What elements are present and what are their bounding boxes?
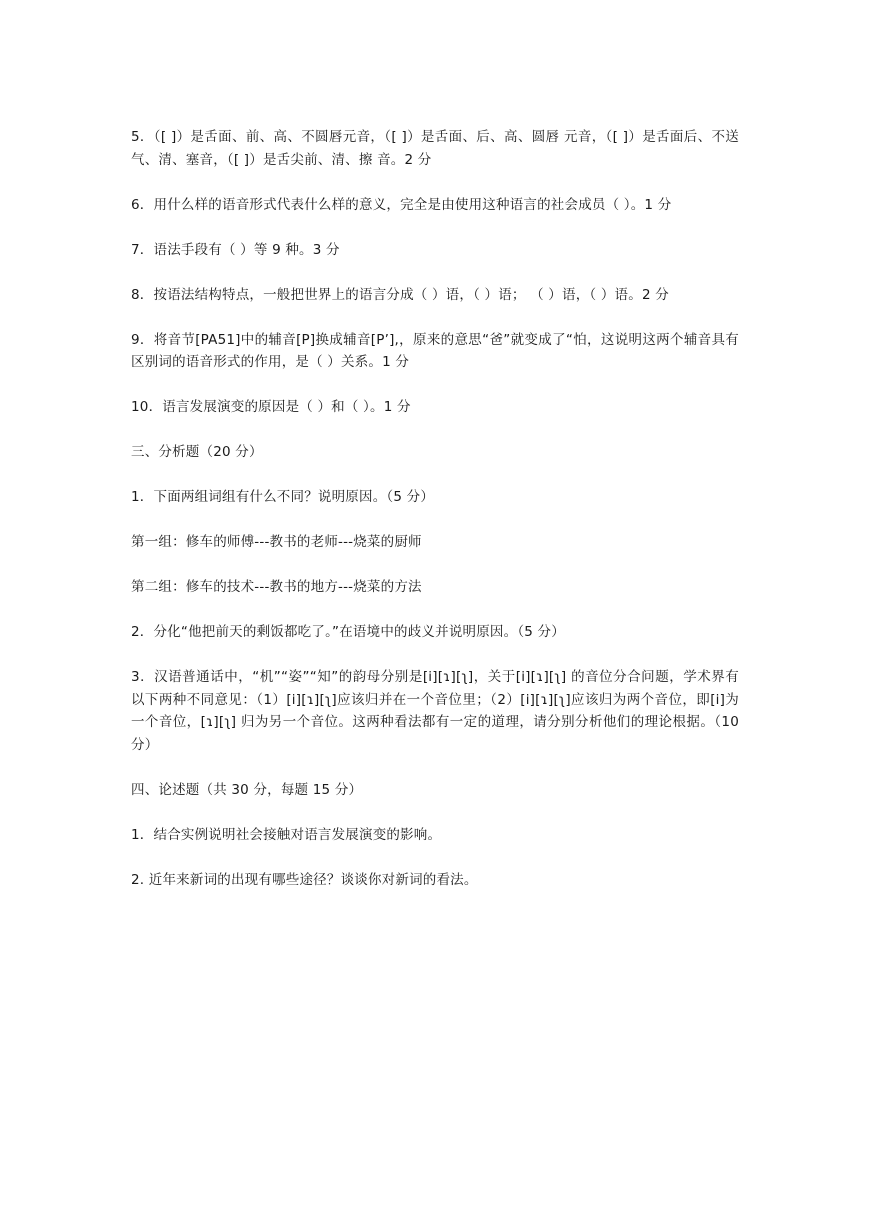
- question-7-fill-blank: 7．语法手段有（ ）等 9 种。3 分: [131, 241, 340, 258]
- analysis-question-3: 3．汉语普通话中，“机”“姿”“知”的韵母分别是[i][ɿ][ʅ]，关于[i][ɿ][ʅ] 的音位分合问题，学术界有以下两种不同意见：（1）[i][ɿ][ʅ]应该归并在一个音位里；（2）[i][ɿ][ʅ]应该归为两个音位，即[i]为一个音位，[ɿ][ʅ] 归为另一个音位。这两种看法都有一定的道理，请分别分析他们的理论根据。（10 分）: [131, 669, 739, 753]
- question-9-fill-blank: 9．将音节[PA51]中的辅音[P]换成辅音[P’],，原来的意思“爸”就变成了“怕，这说明这两个辅音具有区别词的语音形式的作用，是（ ）关系。1 分: [131, 331, 739, 370]
- question-5-fill-blank: 5．（[ ]）是舌面、前、高、不圆唇元音，（[ ]）是舌面、后、高、圆唇 元音，（[ ]）是舌面后、不送气、清、塞音，（[ ]）是舌尖前、清、擦 音。2 分: [131, 129, 739, 168]
- essay-question-1: 1．结合实例说明社会接触对语言发展演变的影响。: [131, 826, 442, 843]
- question-8-fill-blank: 8．按语法结构特点，一般把世界上的语言分成（ ）语，（ ）语； （ ）语，（ ）语。2 分: [131, 286, 669, 303]
- essay-question-2: 2. 近年来新词的出现有哪些途径？谈谈你对新词的看法。: [131, 871, 478, 888]
- analysis-question-1: 1．下面两组词组有什么不同？说明原因。（5 分）: [131, 489, 435, 505]
- question-6-fill-blank: 6．用什么样的语音形式代表什么样的意义，完全是由使用这种语言的社会成员（ ）。1 分: [131, 196, 672, 213]
- analysis-question-1-group-1: 第一组：修车的师傅---教书的老师---烧菜的厨师: [131, 534, 422, 550]
- analysis-question-2: 2．分化“他把前天的剩饭都吃了。”在语境中的歧义并说明原因。（5 分）: [131, 624, 565, 640]
- section-4-heading: 四、论述题（共 30 分，每题 15 分）: [131, 781, 363, 798]
- analysis-question-1-group-2: 第二组：修车的技术---教书的地方---烧菜的方法: [131, 579, 422, 595]
- question-10-fill-blank: 10．语言发展演变的原因是（ ）和（ ）。1 分: [131, 399, 411, 415]
- section-3-heading: 三、分析题（20 分）: [131, 444, 263, 460]
- document-body: [131, 126, 739, 914]
